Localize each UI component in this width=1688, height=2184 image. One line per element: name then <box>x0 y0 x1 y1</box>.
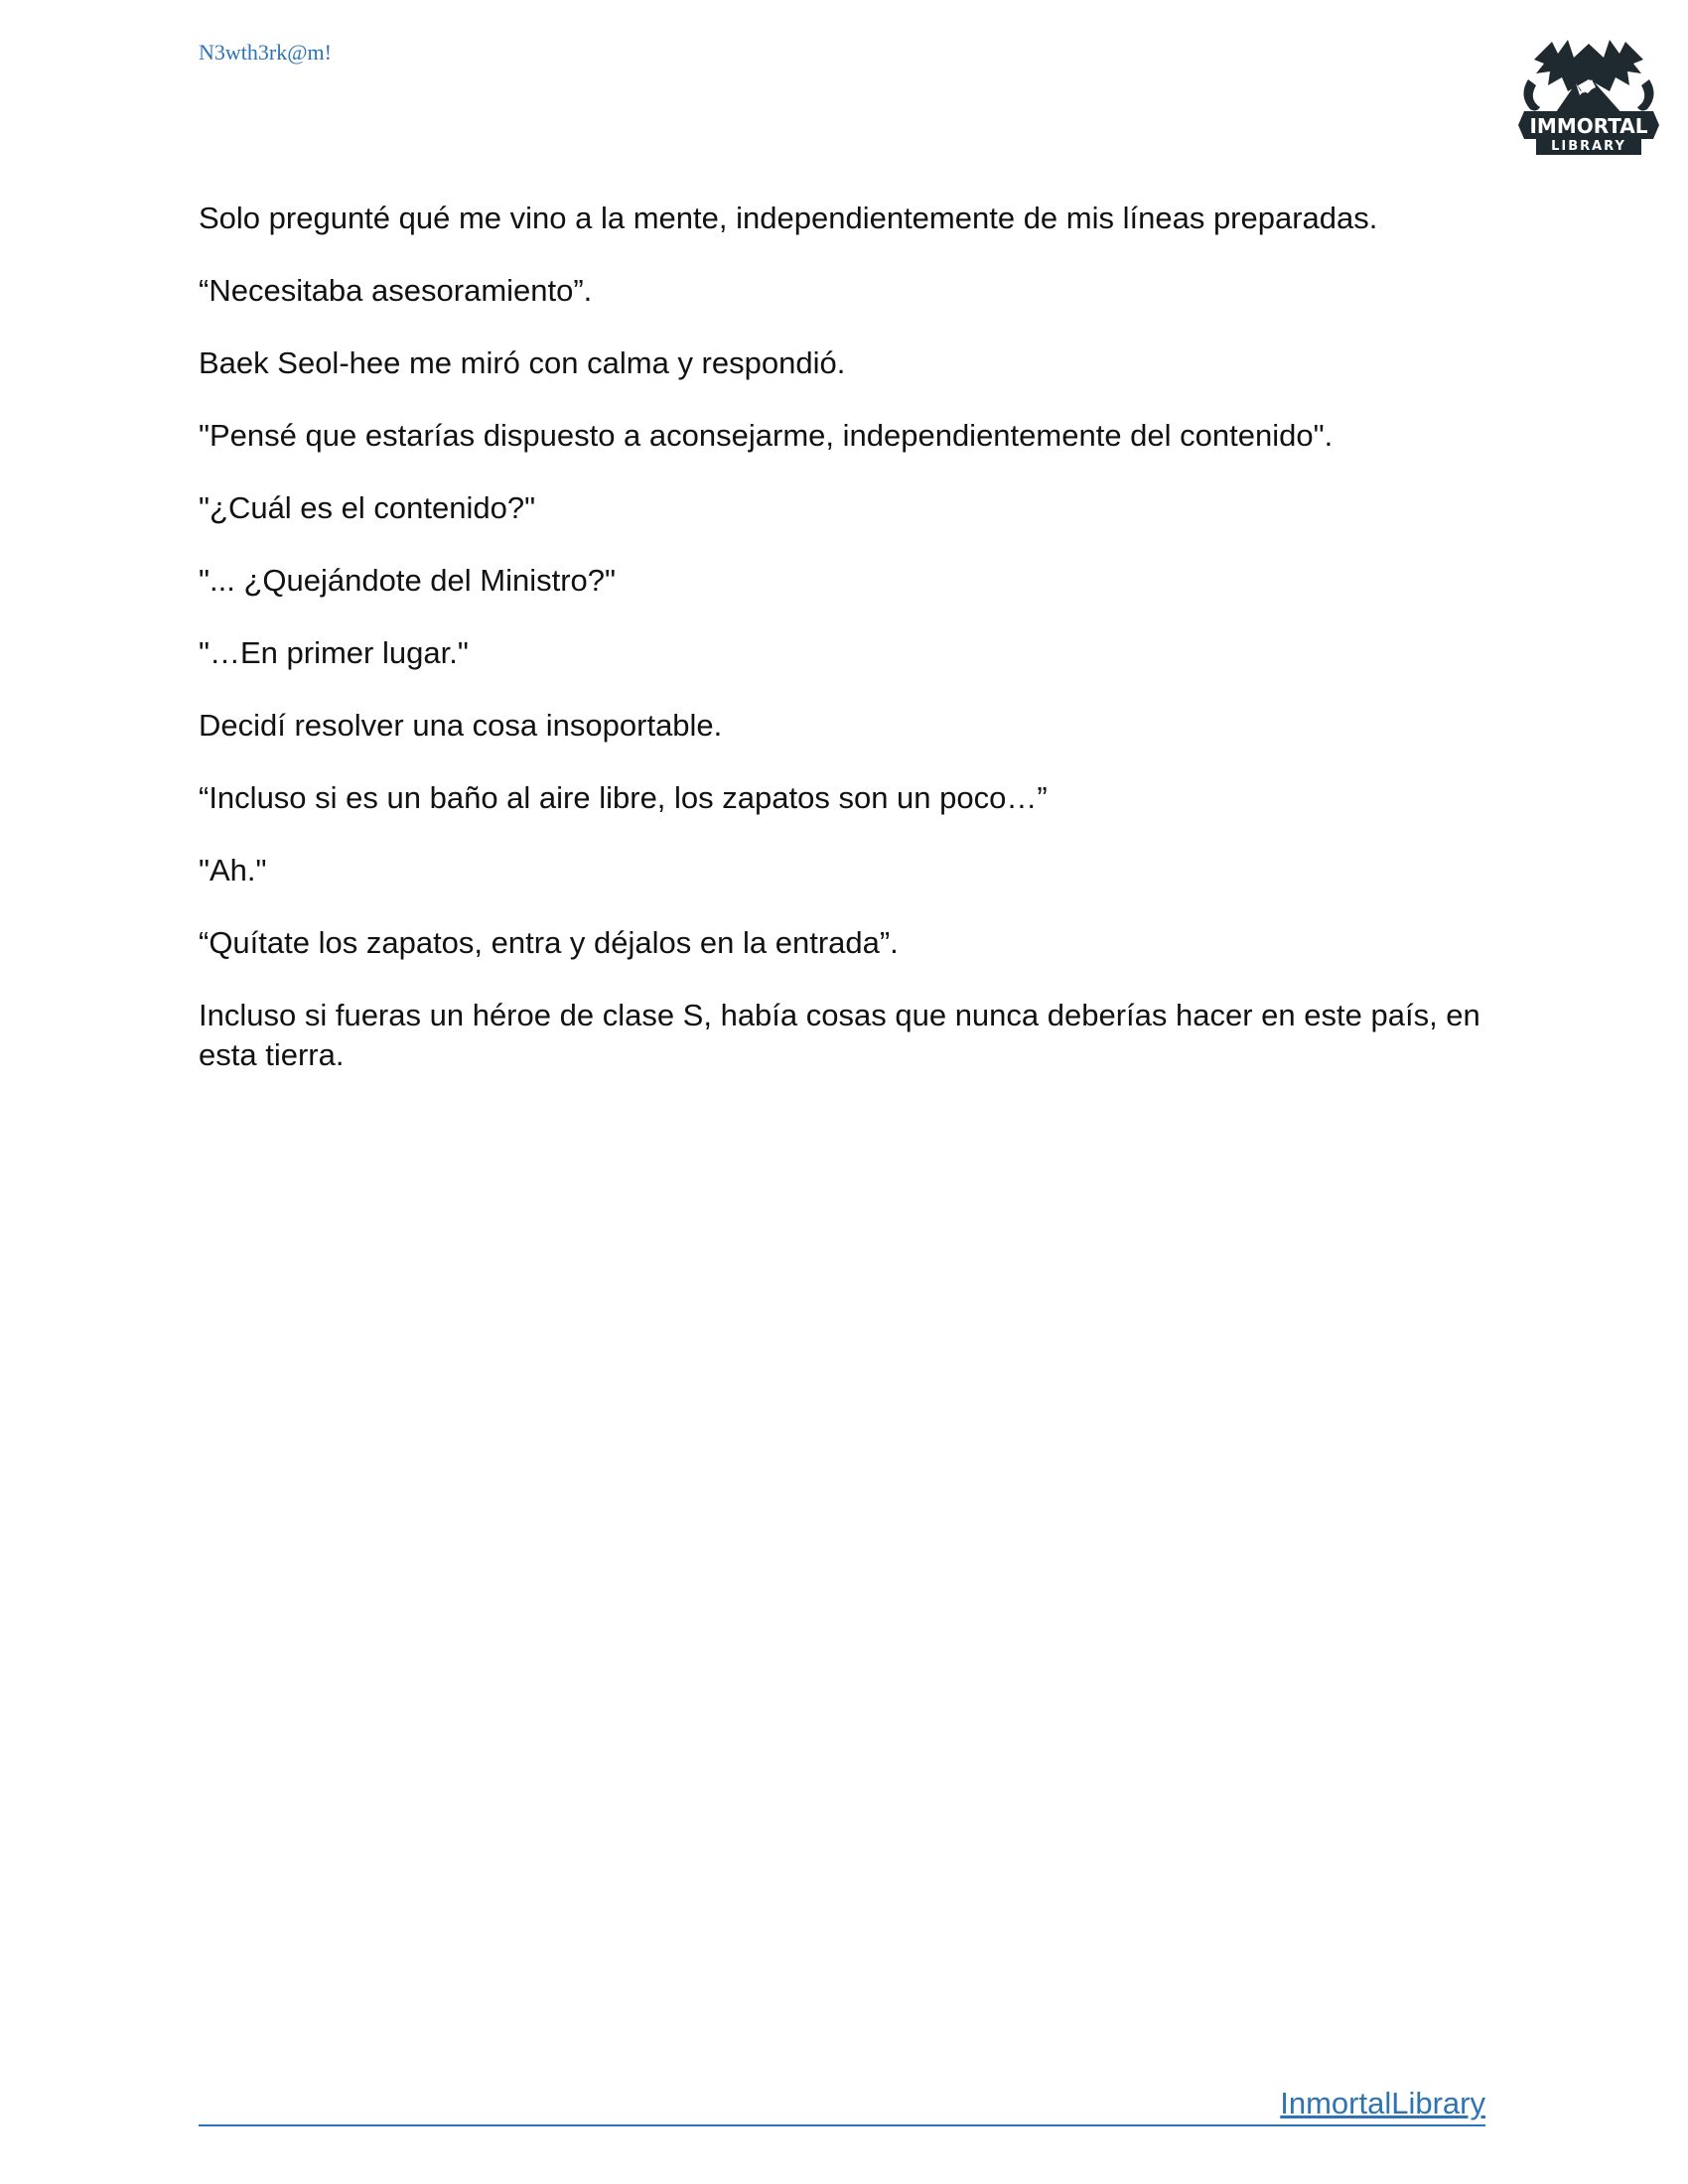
page-footer <box>199 2079 1485 2126</box>
paragraph: "Ah." <box>199 853 267 887</box>
paragraph: Baek Seol-hee me miró con calma y respondió. <box>199 345 846 380</box>
paragraph: Incluso si fueras un héroe de clase S, había cosas que nunca deberías hacer en este país, en esta tierra. <box>199 998 1480 1072</box>
logo-line2: LIBRARY <box>1551 139 1626 154</box>
paragraph: "…En primer lugar." <box>199 635 469 670</box>
logo-line1: IMMORTAL <box>1529 114 1648 138</box>
paragraph: "Pensé que estarías dispuesto a aconsejarme, independientemente del contenido". <box>199 418 1334 453</box>
paragraph: “Quítate los zapatos, entra y déjalos en la entrada”. <box>199 925 899 960</box>
paragraph: “Incluso si es un baño al aire libre, los zapatos son un poco…” <box>199 780 1048 815</box>
footer-site-link[interactable]: InmortalLibrary <box>1280 2086 1485 2120</box>
paragraph: "... ¿Quejándote del Ministro?" <box>199 563 617 598</box>
paragraph: Decidí resolver una cosa insoportable. <box>199 708 723 743</box>
paragraph: Solo pregunté qué me vino a la mente, independientemente de mis líneas preparadas. <box>199 201 1378 235</box>
header-watermark-text: N3wth3rk@m! <box>199 40 332 65</box>
paragraph: "¿Cuál es el contenido?" <box>199 490 536 525</box>
chapter-body <box>199 199 1509 1108</box>
paragraph: “Necesitaba asesoramiento”. <box>199 273 593 308</box>
immortal-library-logo <box>1514 30 1663 169</box>
